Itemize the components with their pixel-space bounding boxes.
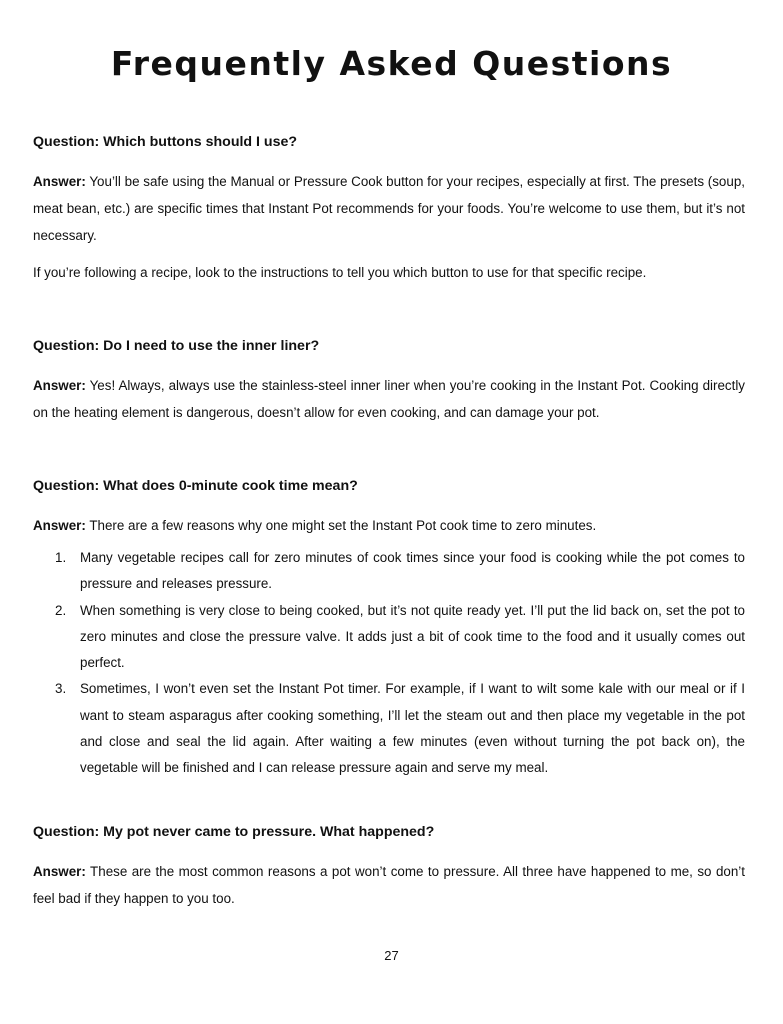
answer-text: You’ll be safe using the Manual or Pressure Cook button for your recipes, especially at first. The presets (soup, meat bean, etc.) are specific times that Instant Pot recommends for your foods. You’re welcome to use them, but it’s not necessary. <box>33 174 745 243</box>
faq-item-zero-minute <box>33 476 745 782</box>
page-title: Frequently Asked Questions <box>110 44 673 83</box>
answer-label: Answer: <box>33 378 86 393</box>
list-item <box>33 598 745 677</box>
faq-item-no-pressure <box>33 822 745 912</box>
answer-text: There are a few reasons why one might set the Instant Pot cook time to zero minutes. <box>85 518 597 533</box>
faq-answer <box>33 858 745 912</box>
faq-answer <box>33 512 745 539</box>
faq-question: Question: Do I need to use the inner liner? <box>33 338 320 354</box>
list-number: 2. <box>55 602 67 618</box>
answer-label: Answer: <box>33 518 86 533</box>
list-number: 1. <box>55 550 67 565</box>
page-number: 27 <box>384 948 399 963</box>
answer-text: Yes! Always, always use the stainless-steel inner liner when you’re cooking in the Instant Pot. Cooking directly on the heating element is dangerous, doesn’t allow for even cooking, and can damage your pot. <box>33 378 745 420</box>
reasons-list <box>33 545 745 782</box>
faq-question: Question: My pot never came to pressure. What happened? <box>33 823 435 840</box>
faq-item-inner-liner <box>33 336 745 426</box>
list-number: 3. <box>55 681 67 697</box>
faq-item-buttons <box>33 132 745 286</box>
list-text: Many vegetable recipes call for zero minutes of cook times since your food is cooking while the pot comes to pressure and releases pressure. <box>80 550 745 592</box>
answer-label: Answer: <box>33 863 86 879</box>
faq-answer-extra: If you’re following a recipe, look to the instructions to tell you which button to use for that specific recipe. <box>33 265 647 280</box>
faq-question: Question: Which buttons should I use? <box>33 134 298 150</box>
faq-answer <box>33 372 745 426</box>
faq-answer <box>33 168 745 249</box>
answer-label: Answer: <box>33 174 86 189</box>
faq-question: Question: What does 0-minute cook time mean? <box>33 478 358 494</box>
list-item <box>33 676 745 781</box>
faq-content <box>33 132 745 922</box>
list-item <box>33 545 745 598</box>
answer-text: These are the most common reasons a pot won’t come to pressure. All three have happened to me, so don’t feel bad if they happen to you too. <box>33 863 745 906</box>
list-text: When something is very close to being cooked, but it’s not quite ready yet. I’ll put the lid back on, set the pot to zero minutes and close the pressure valve. It adds just a bit of cook time to the food and it usually comes out perfect. <box>80 602 745 671</box>
list-text: Sometimes, I won’t even set the Instant Pot timer. For example, if I want to wilt some kale with our meal or if I want to steam asparagus after cooking something, I’ll let the steam out and then place my vegetable in the pot and close and seal the lid again. After waiting a few minutes (even without turning the pot back on), the vegetable will be finished and I can release pressure again and serve my meal. <box>80 681 745 776</box>
